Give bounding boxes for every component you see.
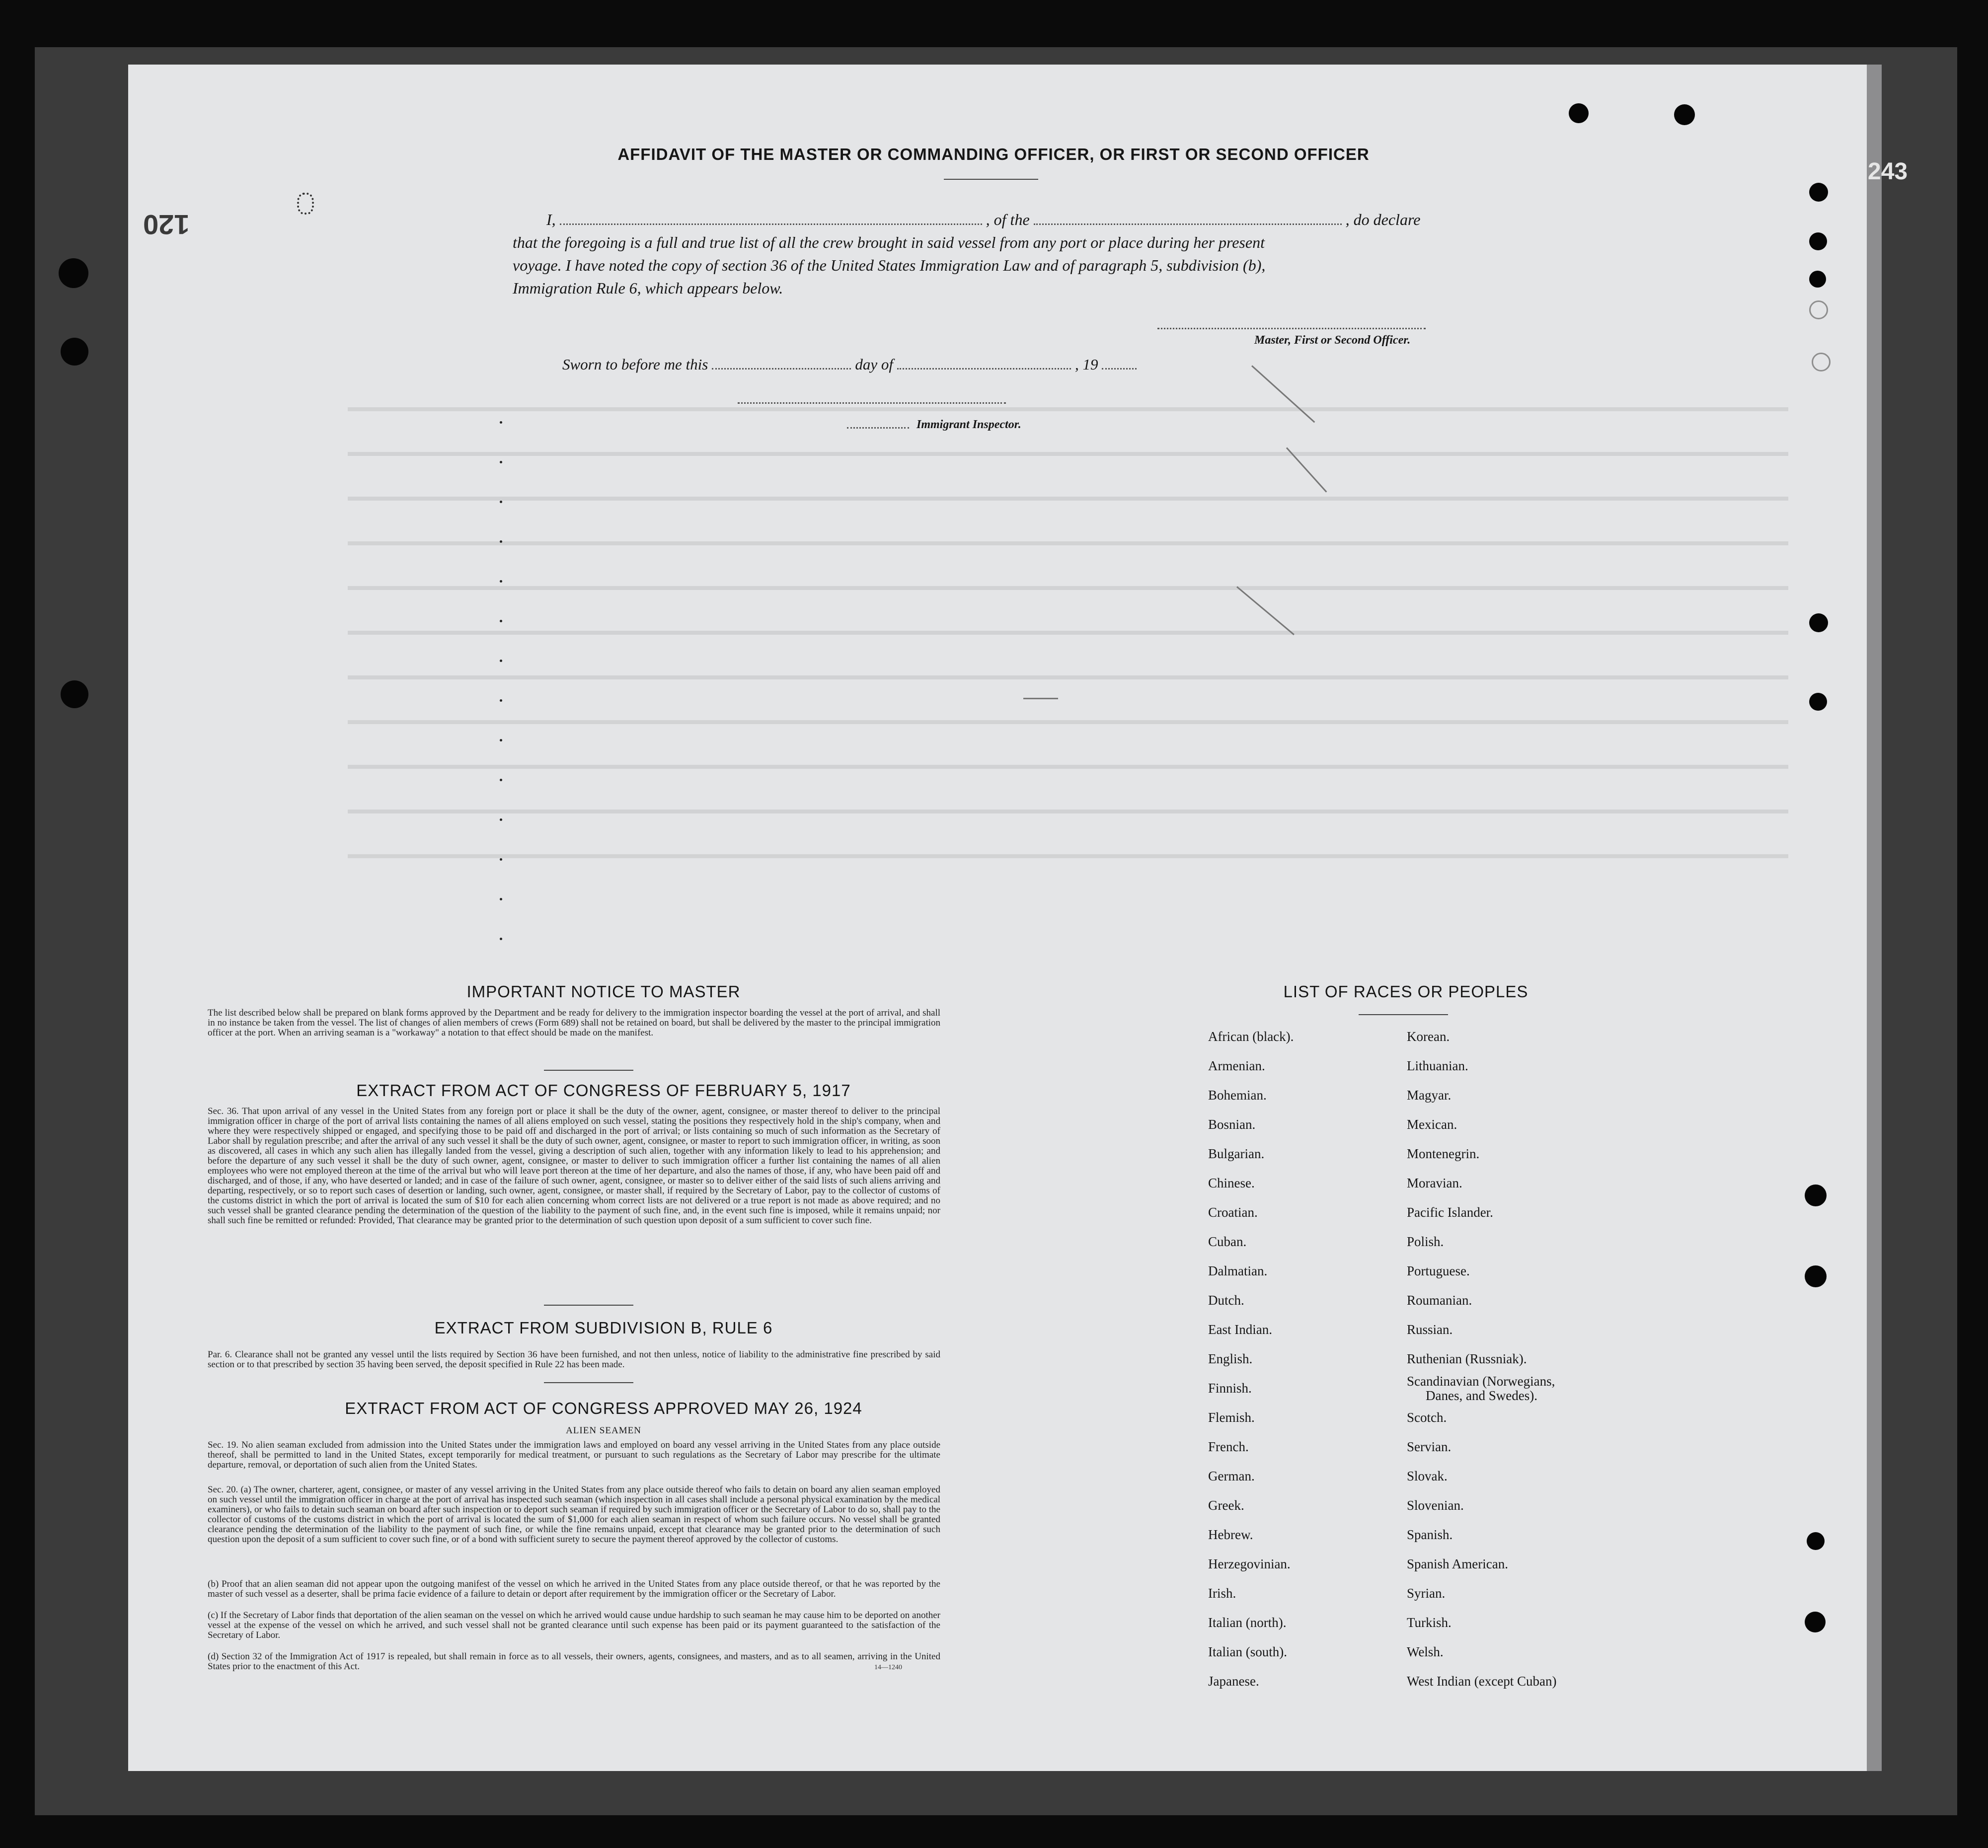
tick-mark — [500, 898, 502, 900]
page-edge — [1867, 65, 1882, 1771]
race-entry: Dutch. — [1208, 1293, 1244, 1308]
day-of-label: day of — [855, 356, 893, 373]
sec20b-text: (b) Proof that an alien seaman did not appear upon the outgoing manifest of the vessel on which he arrived in the United States from any place outside thereof, or that he was reported by the master of such vessel as a deserter, shall be prima facie evidence of a failure to detain or deport after requirement by the immigration officer or the Secretary of Labor. — [208, 1579, 940, 1599]
pencil-stroke — [1023, 698, 1058, 699]
sworn-year-blank — [1102, 368, 1137, 370]
race-entry: Scandinavian (Norwegians, — [1407, 1374, 1555, 1389]
tick-mark — [500, 580, 502, 583]
binder-hole — [1812, 353, 1831, 371]
tick-mark — [500, 938, 502, 940]
binder-hole — [1805, 1612, 1826, 1632]
ink-mark — [297, 193, 314, 215]
sworn-month-blank — [897, 368, 1071, 370]
section-rule — [544, 1305, 633, 1306]
notice-title: IMPORTANT NOTICE TO MASTER — [466, 982, 741, 1001]
tick-mark — [500, 421, 502, 424]
tick-mark — [500, 779, 502, 781]
inspector-caption: Immigrant Inspector. — [917, 418, 1021, 431]
race-entry: Japanese. — [1208, 1674, 1259, 1689]
race-entry: West Indian (except Cuban) — [1407, 1674, 1557, 1689]
officer-caption: Master, First or Second Officer. — [1254, 334, 1411, 347]
binder-hole — [1805, 1184, 1827, 1206]
tick-mark — [500, 660, 502, 662]
race-entry: Danes, and Swedes). — [1426, 1388, 1537, 1403]
tick-mark — [500, 739, 502, 741]
sec20c-text: (c) If the Secretary of Labor finds that deportation of the alien seaman on the vessel on which he arrived would cause undue hardship to such seaman he may cause him to be deported on another vessel at the expense of the vessel on which he arrived, and such vessel shall not be granted clearance until such expense has been paid or its payment guaranteed to the satisfaction of the Secretary of Labor. — [208, 1610, 940, 1640]
binder-hole — [61, 338, 88, 366]
declaration-line-4: Immigration Rule 6, which appears below. — [513, 279, 783, 297]
binder-hole — [1674, 104, 1695, 125]
vessel-name-blank — [1034, 223, 1342, 225]
binder-hole — [1569, 103, 1589, 123]
margin-number: 120 — [143, 209, 190, 240]
sworn-day-blank — [712, 368, 851, 370]
races-title: LIST OF RACES OR PEOPLES — [1283, 982, 1529, 1001]
race-entry: Flemish. — [1208, 1410, 1255, 1425]
tick-mark — [500, 461, 502, 463]
race-entry: Italian (south). — [1208, 1644, 1287, 1659]
race-entry: Bosnian. — [1208, 1117, 1256, 1132]
tick-mark — [500, 818, 502, 821]
binder-hole — [1809, 232, 1827, 250]
race-entry: Montenegrin. — [1407, 1146, 1480, 1161]
race-entry: Dalmatian. — [1208, 1263, 1268, 1278]
section-rule — [544, 1070, 633, 1071]
race-entry: East Indian. — [1208, 1322, 1272, 1337]
race-entry: Russian. — [1407, 1322, 1453, 1337]
race-entry: Armenian. — [1208, 1058, 1265, 1073]
form-code: 14—1240 — [874, 1664, 902, 1671]
race-entry: Mexican. — [1407, 1117, 1457, 1132]
races-title-rule — [1359, 1014, 1448, 1015]
inspector-caption-lead — [847, 427, 909, 429]
race-entry: German. — [1208, 1469, 1255, 1483]
title-rule — [944, 179, 1038, 180]
race-entry: Croatian. — [1208, 1205, 1258, 1220]
race-entry: Spanish. — [1407, 1527, 1453, 1542]
race-entry: Chinese. — [1208, 1176, 1255, 1190]
race-entry: Lithuanian. — [1407, 1058, 1468, 1073]
binder-hole — [1809, 271, 1826, 288]
declaration-line-2: that the foregoing is a full and true list of all the crew brought in said vessel from any port or place during her present — [513, 233, 1265, 251]
race-entry: French. — [1208, 1439, 1249, 1454]
race-entry: English. — [1208, 1351, 1253, 1366]
race-entry: Hebrew. — [1208, 1527, 1253, 1542]
page-number: 243 — [1868, 158, 1908, 185]
race-entry: Korean. — [1407, 1029, 1450, 1044]
sworn-label: Sworn to before me this — [562, 356, 708, 373]
race-entry: Portuguese. — [1407, 1263, 1470, 1278]
sec19-text: Sec. 19. No alien seaman excluded from admission into the United States under the immigration laws and employed on board any vessel arriving in the United States from any place outside thereof, shall be permitted to land in the United States, except temporarily for medical treatment, or pursuant to such regulations as the Secretary of Labor may prescribe for the ultimate departure, removal, or deportation of such alien from the United States. — [208, 1440, 940, 1470]
binder-hole — [1807, 1532, 1825, 1550]
race-entry: Roumanian. — [1407, 1293, 1472, 1308]
year-prefix: , 19 — [1074, 356, 1098, 373]
race-entry: Finnish. — [1208, 1381, 1252, 1396]
sworn-line — [562, 356, 1141, 373]
race-entry: Bulgarian. — [1208, 1146, 1265, 1161]
race-entry: Slovak. — [1407, 1469, 1448, 1483]
race-entry: Ruthenian (Russniak). — [1407, 1351, 1527, 1366]
race-entry: Bohemian. — [1208, 1088, 1267, 1103]
rule6-title: EXTRACT FROM SUBDIVISION B, RULE 6 — [434, 1319, 773, 1337]
race-entry: Italian (north). — [1208, 1615, 1287, 1630]
extract-1924-title: EXTRACT FROM ACT OF CONGRESS APPROVED MAY 26, 1924 — [345, 1399, 862, 1417]
master-name-blank — [560, 223, 982, 225]
extract-1917-text: Sec. 36. That upon arrival of any vessel in the United States from any foreign port or place it shall be the duty of the owner, agent, consignee, or master thereof to deliver to the principal immigration officer in charge of the port of arrival lists containing the names of all aliens employed on such vessel, stating the positions they respectively hold in the ship's company, when and where they were respectively shipped or engaged, and specifying those to be paid off and discharged in the port of arrival; or lists containing so much of such information as the Secretary of Labor shall by regulation prescribe; and after the arrival of any such vessel it shall be the duty of such owner, agent, consignee, or master to report to such immigration officer, in writing, as soon as discovered, all cases in which any such alien has illegally landed from the vessel, giving a description of such alien, together with any information likely to lead to his apprehension; and before the departure of any such vessel it shall be the duty of such owner, agent, consignee, or master to deliver to such immigration officer a further list containing the names of all alien employees who were not employed thereon at the time of the arrival but who will leave port thereon at the time of her departure, and also the names of those, if any, who have been paid off and discharged, and of those, if any, who have deserted or landed; and in case of the failure of such owner, agent, consignee, or master so to deliver either of the said lists of such aliens arriving and departing, respectively, or so to report such cases of desertion or landing, such owner, agent, consignee, or master shall, if required by the Secretary of Labor, pay to the collector of customs of the customs district in which the port of arrival is located the sum of $10 for each alien concerning whom correct lists are not delivered or a true report is not made as above required; and no such vessel shall be granted clearance pending the determination of the question of the liability to the payment of such fine, and, in the event such fine is imposed, while it remains unpaid; nor shall such fine be remitted or refunded: Provided, That clearance may be granted prior to the determination of such question upon deposit of a sum sufficient to cover such fine. — [208, 1106, 940, 1226]
race-entry: Slovenian. — [1407, 1498, 1464, 1513]
race-entry: Cuban. — [1208, 1234, 1247, 1249]
race-entry: African (black). — [1208, 1029, 1294, 1044]
binder-hole — [1809, 613, 1828, 632]
race-entry: Pacific Islander. — [1407, 1205, 1493, 1220]
race-entry: Magyar. — [1407, 1088, 1452, 1103]
section-rule — [544, 1382, 633, 1383]
binder-hole — [1809, 693, 1827, 711]
declarant-prefix: I, — [546, 211, 556, 228]
officer-signature-line — [1157, 328, 1426, 329]
vessel-connector: , of the — [986, 211, 1030, 228]
notice-text: The list described below shall be prepared on blank forms approved by the Department and be ready for delivery to the immigration inspector boarding the vessel at the port of arrival, and shall in no instance be taken from the vessel. The list of changes of alien members of crews (Form 689) shall not be retained on board, but shall be delivered by the master to the principal immigration officer at the port. When an arriving seaman is a "workaway" a notation to that effect should be made on the manifest. — [208, 1008, 940, 1038]
binder-hole — [61, 680, 88, 708]
race-entry: Herzegovinian. — [1208, 1556, 1291, 1571]
race-entry: Greek. — [1208, 1498, 1244, 1513]
race-entry: Irish. — [1208, 1586, 1236, 1601]
race-entry: Servian. — [1407, 1439, 1452, 1454]
bleed-through-area — [348, 407, 1788, 954]
tick-mark — [500, 858, 502, 861]
race-entry: Spanish American. — [1407, 1556, 1508, 1571]
inspector-signature-line — [738, 402, 1006, 404]
binder-hole — [1809, 183, 1828, 202]
alien-seamen-subtitle: ALIEN SEAMEN — [566, 1425, 641, 1436]
race-entry: Welsh. — [1407, 1644, 1444, 1659]
declaration-line-1 — [546, 211, 1420, 229]
tick-mark — [500, 501, 502, 503]
binder-hole — [1805, 1265, 1827, 1287]
sec20d-text: (d) Section 32 of the Immigration Act of 1917 is repealed, but shall remain in force as to all vessels, their owners, agents, consignees, and masters, and as to all seamen, arriving in the United States prior to the enactment of this Act. — [208, 1651, 940, 1672]
race-entry: Syrian. — [1407, 1586, 1446, 1601]
tick-mark — [500, 540, 502, 543]
sec20a-text: Sec. 20. (a) The owner, charterer, agent, consignee, or master of any vessel arriving in the United States from any place outside thereof who fails to detain on board any alien seaman employed on such vessel until the immigration officer in charge at the port of arrival has inspected such seaman (which inspection in all cases shall include a personal physical examination by the medical examiners), or who fails to detain such seaman on board after such inspection or to deport such seaman if required by such immigration officer or the Secretary of Labor to do so, shall pay to the collector of customs of the customs district in which the port of arrival is located the sum of $1,000 for each alien seaman in respect of whom such failure occurs. No vessel shall be granted clearance pending the determination of the liability to the payment of such fine, or while the fine remains unpaid, except that clearance may be granted prior to the determination of such question upon the deposit of a sum sufficient to cover such fine, or of a bond with sufficient surety to secure the payment thereof approved by the collector of customs. — [208, 1484, 940, 1545]
race-entry: Scotch. — [1407, 1410, 1447, 1425]
affidavit-title: AFFIDAVIT OF THE MASTER OR COMMANDING OFFICER, OR FIRST OR SECOND OFFICER — [617, 145, 1370, 163]
declare-suffix: , do declare — [1345, 211, 1421, 228]
tick-mark — [500, 699, 502, 702]
binder-hole — [1809, 300, 1828, 319]
extract-1917-title: EXTRACT FROM ACT OF CONGRESS OF FEBRUARY 5, 1917 — [356, 1081, 851, 1100]
race-entry: Moravian. — [1407, 1176, 1462, 1190]
race-entry: Turkish. — [1407, 1615, 1452, 1630]
binder-hole — [59, 258, 88, 288]
rule6-text: Par. 6. Clearance shall not be granted any vessel until the lists required by Section 36 have been furnished, and not then unless, notice of liability to the administrative fine prescribed by said section or to that prescribed by section 35 having been served, the deposit specified in Rule 22 has been made. — [208, 1349, 940, 1370]
tick-mark — [500, 620, 502, 622]
race-entry: Polish. — [1407, 1234, 1444, 1249]
declaration-line-3: voyage. I have noted the copy of section 36 of the United States Immigration Law and of paragraph 5, subdivision (b), — [513, 256, 1266, 274]
